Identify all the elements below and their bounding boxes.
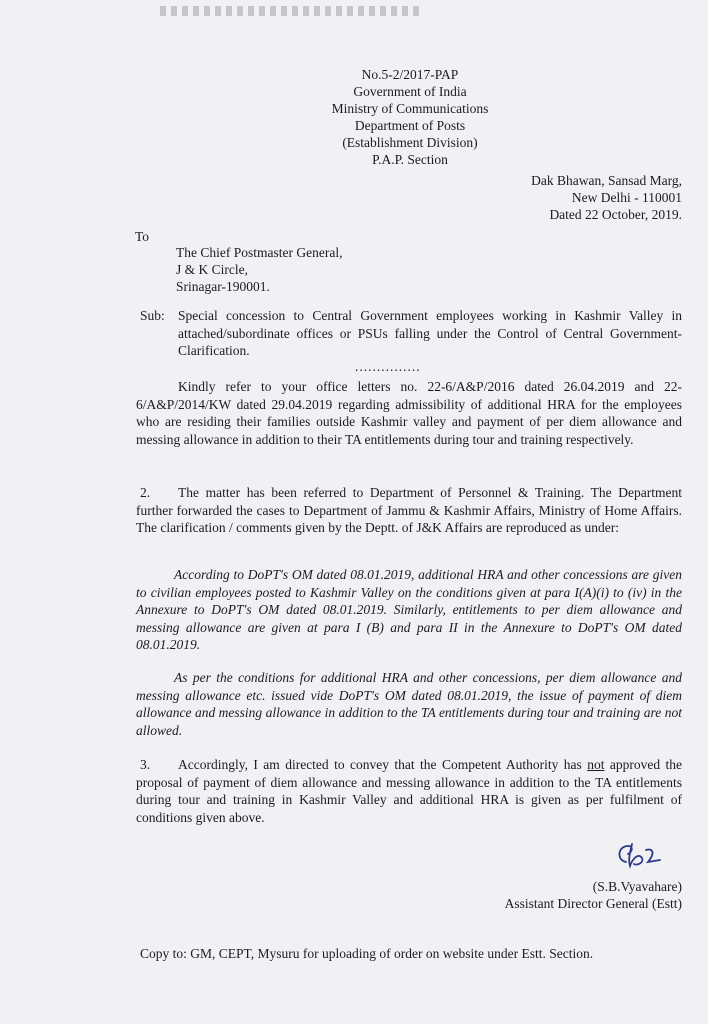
subject-label: Sub:	[140, 308, 165, 323]
handwritten-signature	[612, 838, 672, 874]
quoted-paragraph-2: As per the conditions for additional HRA and other concessions, per diem allowance and messing allowance etc. issued vide DoPT's OM dated 08.01.2019, the issue of payment of diem allowance and messing allowance in addition to the TA entitlements during tour and training are not allowed.	[136, 670, 682, 738]
paragraph-1: Kindly refer to your office letters no. 22-6/A&P/2016 dated 26.04.2019 and 22-6/A&P/2014/KW dated 29.04.2019 regarding admissibility of additional HRA for the employees who are residing their families outside Kashmir valley and payment of per diem allowance and messing allowance in addition to their TA entitlements during tour and training respectively.	[136, 379, 682, 447]
paragraph-2: The matter has been referred to Department of Personnel & Training. The Department further forwarded the cases to Department of Jammu & Kashmir Affairs, Ministry of Home Affairs. The clarification / comments given by the Deptt. of J&K Affairs are reproduced as under:	[136, 485, 682, 536]
header-government: Government of India	[353, 84, 467, 99]
signatory-designation: Assistant Director General (Estt)	[504, 896, 682, 911]
paragraph-2-number: 2.	[140, 485, 151, 500]
header-division: (Establishment Division)	[342, 135, 478, 150]
quoted-paragraph-1: According to DoPT's OM dated 08.01.2019, additional HRA and other concessions are given to civilian employees posted to Kashmir Valley on the conditions given at para I(A)(i) to (iv) in the Annexure to DoPT's OM dated 08.01.2019. Similarly, entitlements to per diem allowance and messing allowance are given at para I (B) and para II in the Annexure to DoPT's OM dated 08.01.2019.	[136, 567, 682, 653]
letter-date: Dated 22 October, 2019.	[549, 207, 682, 222]
scan-artifact	[160, 6, 420, 16]
paragraph-3-number: 3.	[140, 757, 151, 772]
recipient-line1: The Chief Postmaster General,	[176, 245, 343, 260]
copy-to-note: Copy to: GM, CEPT, Mysuru for uploading of order on website under Estt. Section.	[140, 946, 594, 961]
sender-address-line2: New Delhi - 110001	[571, 190, 682, 205]
to-label: To	[135, 229, 150, 244]
paragraph-3-emphasis: not	[587, 757, 605, 772]
signatory-name: (S.B.Vyavahare)	[592, 879, 682, 894]
subject-text: Special concession to Central Government employees working in Kashmir Valley in attached/subordinate offices or PSUs falling under the Control of Central Government- Clarification.	[178, 308, 682, 359]
header-section: P.A.P. Section	[372, 152, 448, 167]
paragraph-3-part-a: Accordingly, I am directed to convey that the Competent Authority has	[178, 757, 582, 772]
paragraph-3	[136, 756, 682, 826]
recipient-line2: J & K Circle,	[176, 262, 248, 277]
paragraph-3-part-b: approved the proposal of payment of diem allowance and messing allowance in addition to the TA entitlements during tour and training in Kashmir Valley and additional HRA is given as per fulfilment of conditions given above.	[136, 757, 683, 825]
recipient-line3: Srinagar-190001.	[176, 279, 270, 294]
reference-number: No.5-2/2017-PAP	[361, 67, 459, 82]
header-department: Department of Posts	[354, 118, 466, 133]
sender-address-line1: Dak Bhawan, Sansad Marg,	[531, 173, 682, 188]
header-ministry: Ministry of Communications	[331, 101, 489, 116]
subject-separator: ...............	[355, 359, 421, 374]
